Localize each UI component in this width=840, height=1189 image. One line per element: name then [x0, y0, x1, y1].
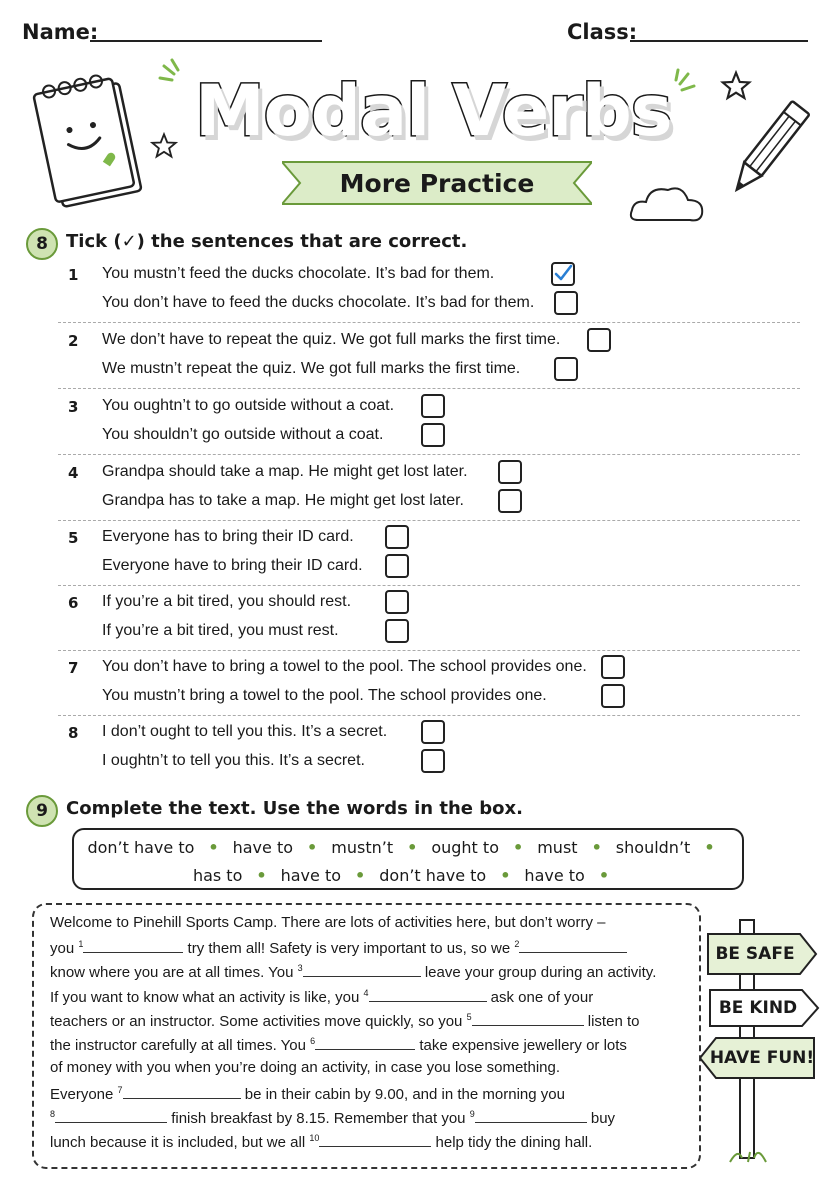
gap-blank-10[interactable] — [319, 1132, 431, 1147]
section-instruction: Tick (✓) the sentences that are correct. — [66, 231, 468, 252]
word-row — [74, 866, 742, 885]
checkbox-b[interactable] — [385, 554, 409, 578]
section-instruction: Complete the text. Use the words in the box. — [66, 798, 523, 819]
divider — [58, 650, 800, 651]
sentence-a: You oughtn’t to go outside without a coat. — [102, 397, 395, 414]
section-number: 8 — [26, 228, 58, 260]
bullet-separator: • — [512, 838, 524, 857]
sentence-a: If you’re a bit tired, you should rest. — [102, 593, 352, 610]
text-line: teachers or an instructor. Some activities move quickly, so you $^5$ listen to — [50, 1012, 640, 1030]
question-number: 2 — [68, 332, 79, 350]
divider — [58, 454, 800, 455]
star-icon — [150, 132, 178, 160]
text-line: the instructor carefully at all times. You $^6$ take expensive jewellery or lots — [50, 1036, 627, 1054]
sentence-b: Grandpa has to take a map. He might get lost later. — [102, 492, 464, 509]
question-number: 1 — [68, 266, 79, 284]
page-subtitle: More Practice — [339, 168, 535, 198]
sign-have-fun: HAVE FUN! — [709, 1048, 815, 1068]
gap-blank-3[interactable] — [303, 962, 421, 977]
gap-blank-4[interactable] — [369, 987, 487, 1002]
word-option: don’t have to — [379, 866, 487, 885]
checkbox-a[interactable] — [601, 655, 625, 679]
divider — [58, 585, 800, 586]
checkmark-icon — [553, 264, 573, 284]
bullet-separator: • — [500, 866, 511, 885]
sentence-b: We mustn’t repeat the quiz. We got full marks the first time. — [102, 360, 521, 377]
question-number: 6 — [68, 594, 79, 612]
bullet-separator: • — [591, 838, 602, 857]
word-box — [72, 828, 744, 890]
gap-blank-1[interactable] — [83, 938, 183, 953]
sentence-b: You shouldn’t go outside without a coat. — [102, 426, 384, 443]
sentence-b: You mustn’t bring a towel to the pool. The school provides one. — [102, 687, 547, 704]
checkbox-a[interactable] — [421, 720, 445, 744]
gap-blank-9[interactable] — [475, 1108, 587, 1123]
question-number: 4 — [68, 464, 79, 482]
question-number: 5 — [68, 529, 79, 547]
bullet-separator: • — [307, 838, 318, 857]
text-line: know where you are at all times. You $^3$ leave your group during an activity. — [50, 963, 657, 981]
pencil-icon — [722, 96, 812, 206]
gap-blank-6[interactable] — [315, 1035, 415, 1050]
divider — [58, 520, 800, 521]
word-option: ought to — [431, 838, 499, 857]
checkbox-b[interactable] — [498, 489, 522, 513]
checkbox-b[interactable] — [601, 684, 625, 708]
class-label: Class: — [567, 20, 638, 44]
question-number: 8 — [68, 724, 79, 742]
text-line: you $^1$ try them all! Safety is very important to us, so we $^2$ — [50, 938, 627, 957]
text-line: Welcome to Pinehill Sports Camp. There are lots of activities here, but don’t worry – — [50, 914, 606, 931]
question-number: 7 — [68, 659, 79, 677]
section-number: 9 — [26, 795, 58, 827]
text-line: lunch because it is included, but we all $^{10}$ help tidy the dining hall. — [50, 1133, 593, 1151]
sentence-b: You don’t have to feed the ducks chocolate. It’s bad for them. — [102, 294, 535, 311]
word-option: mustn’t — [331, 838, 394, 857]
bullet-separator: • — [208, 838, 219, 857]
checkbox-b[interactable] — [554, 357, 578, 381]
word-option: have to — [524, 866, 585, 885]
checkbox-a[interactable] — [385, 590, 409, 614]
checkbox-b[interactable] — [421, 749, 445, 773]
bullet-separator: • — [407, 838, 418, 857]
sentence-b: If you’re a bit tired, you must rest. — [102, 622, 339, 639]
word-option: has to — [192, 866, 243, 885]
word-option: don’t have to — [87, 838, 195, 857]
sign-be-safe: BE SAFE — [715, 944, 795, 964]
sentence-a: You don’t have to bring a towel to the pool. The school provides one. — [102, 658, 587, 675]
gap-blank-8[interactable] — [55, 1108, 167, 1123]
gap-blank-7[interactable] — [123, 1084, 241, 1099]
sentence-a: Everyone has to bring their ID card. — [102, 528, 354, 545]
text-line: of money with you when you’re doing an activity, in case you lose something. — [50, 1059, 560, 1076]
checkbox-a[interactable] — [498, 460, 522, 484]
page-title: Modal Verbs — [195, 70, 672, 152]
bullet-separator: • — [598, 866, 610, 885]
text-line: If you want to know what an activity is like, you $^4$ ask one of your — [50, 988, 594, 1006]
sentence-a: We don’t have to repeat the quiz. We got full marks the first time. — [102, 331, 561, 348]
checkbox-a[interactable] — [385, 525, 409, 549]
sentence-a: You mustn’t feed the ducks chocolate. It’s bad for them. — [102, 265, 495, 282]
checkbox-b[interactable] — [421, 423, 445, 447]
name-field[interactable] — [90, 40, 322, 42]
sign-be-kind: BE KIND — [718, 998, 798, 1018]
notepad-icon — [28, 68, 153, 213]
word-row — [74, 838, 742, 857]
text-line: $^8$ finish breakfast by 8.15. Remember that you $^9$ buy — [50, 1109, 616, 1127]
bullet-separator: • — [355, 866, 366, 885]
class-field[interactable] — [630, 40, 808, 42]
gap-blank-2[interactable] — [519, 938, 627, 953]
sentence-a: I don’t ought to tell you this. It’s a secret. — [102, 723, 388, 740]
checkbox-a[interactable] — [421, 394, 445, 418]
divider — [58, 388, 800, 389]
divider — [58, 322, 800, 323]
name-label: Name: — [22, 20, 99, 44]
checkbox-a[interactable] — [587, 328, 611, 352]
word-option: shouldn’t — [615, 838, 691, 857]
gap-blank-5[interactable] — [472, 1011, 584, 1026]
cloud-icon — [628, 180, 708, 226]
sparkle-icon — [158, 56, 198, 96]
sentence-b: Everyone have to bring their ID card. — [102, 557, 363, 574]
text-line: Everyone $^7$ be in their cabin by 9.00, and in the morning you — [50, 1085, 565, 1103]
divider — [58, 715, 800, 716]
checkbox-b[interactable] — [554, 291, 578, 315]
sentence-a: Grandpa should take a map. He might get lost later. — [102, 463, 468, 480]
sentence-b: I oughtn’t to tell you this. It’s a secret. — [102, 752, 365, 769]
question-number: 3 — [68, 398, 79, 416]
word-option: have to — [232, 838, 294, 857]
bullet-separator: • — [256, 866, 267, 885]
word-option: have to — [280, 866, 342, 885]
bullet-separator: • — [704, 838, 715, 857]
checkbox-a[interactable] — [551, 262, 575, 286]
checkbox-b[interactable] — [385, 619, 409, 643]
word-option: must — [537, 838, 578, 857]
